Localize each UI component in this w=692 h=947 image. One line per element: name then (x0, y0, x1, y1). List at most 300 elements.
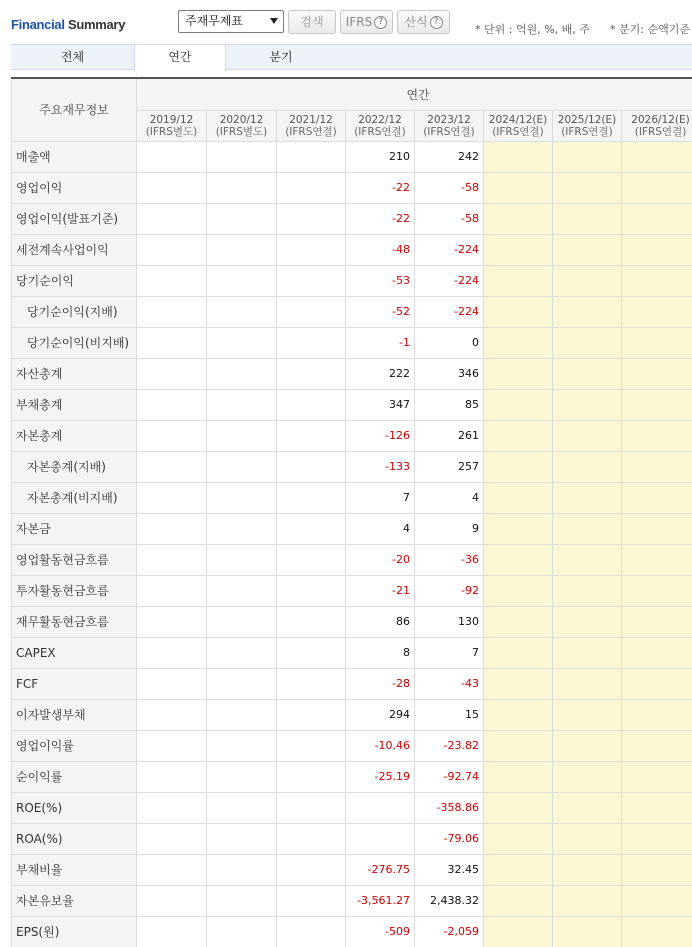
table-row (12, 916, 692, 947)
value-cell (553, 203, 622, 234)
row-label: 자본총계(비지배) (12, 482, 137, 513)
value-cell (277, 606, 346, 637)
value-cell (137, 575, 207, 606)
value-cell: 7 (415, 637, 484, 668)
table-row (12, 389, 692, 420)
value-cell: -224 (415, 265, 484, 296)
value-cell (207, 885, 277, 916)
period-header (137, 110, 207, 141)
value-cell (207, 296, 277, 327)
table-row (12, 265, 692, 296)
value-cell: -22 (346, 172, 415, 203)
row-label: 자본총계(지배) (12, 451, 137, 482)
value-cell (553, 389, 622, 420)
value-cell (553, 575, 622, 606)
row-label: 부채비율 (12, 854, 137, 885)
value-cell (207, 482, 277, 513)
value-cell (622, 761, 692, 792)
row-label: 순이익률 (12, 761, 137, 792)
value-cell (622, 172, 692, 203)
period-header (415, 110, 484, 141)
value-cell: 86 (346, 606, 415, 637)
row-label: 당기순이익(비지배) (12, 327, 137, 358)
table-row (12, 544, 692, 575)
value-cell (553, 544, 622, 575)
table-row (12, 141, 692, 172)
value-cell (346, 792, 415, 823)
tab-all[interactable]: 전체 (60, 50, 85, 64)
value-cell (137, 544, 207, 575)
value-cell: -224 (415, 234, 484, 265)
value-cell (207, 792, 277, 823)
value-cell (484, 761, 553, 792)
row-label: 영업활동현금흐름 (12, 544, 137, 575)
value-cell (137, 606, 207, 637)
value-cell: -36 (415, 544, 484, 575)
value-cell: -48 (346, 234, 415, 265)
group-header-annual: 연간 (137, 78, 692, 110)
value-cell (207, 761, 277, 792)
table-row (12, 234, 692, 265)
value-cell: -3,561.27 (346, 885, 415, 916)
value-cell: 32.45 (415, 854, 484, 885)
value-cell (484, 823, 553, 854)
row-label: FCF (12, 668, 137, 699)
value-cell (622, 823, 692, 854)
value-cell (207, 172, 277, 203)
ifrs-help-button[interactable] (340, 10, 393, 34)
value-cell (137, 823, 207, 854)
quarter-basis-note: * 분기: 순액기준 (610, 23, 690, 36)
value-cell (137, 482, 207, 513)
value-cell: -2,059 (415, 916, 484, 947)
value-cell (622, 792, 692, 823)
page-title-part1: Financial (11, 17, 65, 32)
period-year: 2019/12 (149, 113, 194, 126)
period-year: 2021/12 (289, 113, 333, 126)
value-cell: 4 (346, 513, 415, 544)
top-bar (0, 0, 692, 44)
search-button[interactable]: 검색 (288, 10, 336, 34)
statement-type-select[interactable] (178, 10, 284, 33)
value-cell (346, 823, 415, 854)
value-cell: 8 (346, 637, 415, 668)
value-cell (137, 885, 207, 916)
value-cell: 130 (415, 606, 484, 637)
value-cell (277, 265, 346, 296)
value-cell: 0 (415, 327, 484, 358)
value-cell (207, 420, 277, 451)
value-cell: -22 (346, 203, 415, 234)
value-cell: 222 (346, 358, 415, 389)
value-cell (484, 296, 553, 327)
value-cell (137, 854, 207, 885)
period-year: 2025/12(E) (557, 113, 617, 126)
value-cell: 4 (415, 482, 484, 513)
table-row (12, 203, 692, 234)
value-cell (553, 482, 622, 513)
value-cell (622, 420, 692, 451)
value-cell (137, 141, 207, 172)
value-cell (622, 389, 692, 420)
value-cell (207, 203, 277, 234)
table-row (12, 420, 692, 451)
table-row (12, 606, 692, 637)
value-cell (622, 265, 692, 296)
value-cell: -43 (415, 668, 484, 699)
value-cell (622, 513, 692, 544)
value-cell (277, 916, 346, 947)
row-header-label: 주요재무정보 (12, 78, 137, 141)
value-cell (553, 792, 622, 823)
value-cell (277, 234, 346, 265)
value-cell (553, 885, 622, 916)
value-cell: 242 (415, 141, 484, 172)
value-cell (553, 916, 622, 947)
table-row (12, 699, 692, 730)
row-label: 자본금 (12, 513, 137, 544)
row-label: 투자활동현금흐름 (12, 575, 137, 606)
period-basis: (IFRS연결) (354, 125, 406, 138)
row-label: CAPEX (12, 637, 137, 668)
value-cell (622, 296, 692, 327)
value-cell (277, 699, 346, 730)
period-year: 2022/12 (358, 113, 402, 126)
value-cell (484, 544, 553, 575)
value-cell (622, 854, 692, 885)
period-basis: (IFRS별도) (215, 125, 268, 138)
value-cell (553, 327, 622, 358)
value-cell: -25.19 (346, 761, 415, 792)
value-cell (622, 544, 692, 575)
table-row (12, 885, 692, 916)
value-cell (277, 358, 346, 389)
value-cell (484, 668, 553, 699)
value-cell: 210 (346, 141, 415, 172)
help-icon: ? (430, 16, 443, 29)
value-cell (137, 358, 207, 389)
period-header (484, 110, 553, 141)
value-cell (207, 358, 277, 389)
value-cell (277, 854, 346, 885)
value-cell: 261 (415, 420, 484, 451)
value-cell (622, 606, 692, 637)
chevron-down-icon (270, 18, 278, 24)
value-cell (553, 606, 622, 637)
value-cell (484, 172, 553, 203)
value-cell (207, 854, 277, 885)
table-row (12, 172, 692, 203)
value-cell (137, 761, 207, 792)
period-basis: (IFRS연결) (285, 125, 337, 138)
row-label: 당기순이익 (12, 265, 137, 296)
period-year: 2020/12 (219, 113, 264, 126)
value-cell (207, 141, 277, 172)
period-basis: (IFRS연결) (634, 125, 687, 138)
table-row (12, 668, 692, 699)
value-cell (277, 730, 346, 761)
value-cell (277, 513, 346, 544)
value-cell (207, 823, 277, 854)
value-cell: -28 (346, 668, 415, 699)
value-cell (553, 141, 622, 172)
value-cell (484, 699, 553, 730)
period-tabs (11, 44, 692, 70)
value-cell (277, 420, 346, 451)
value-cell (622, 482, 692, 513)
value-cell (277, 575, 346, 606)
value-cell: 85 (415, 389, 484, 420)
value-cell (484, 358, 553, 389)
value-cell (277, 823, 346, 854)
value-cell (484, 234, 553, 265)
help-icon: ? (374, 16, 387, 29)
value-cell: -79.06 (415, 823, 484, 854)
value-cell (137, 296, 207, 327)
value-cell (137, 513, 207, 544)
table-row (12, 513, 692, 544)
row-label: 영업이익률 (12, 730, 137, 761)
period-year: 2023/12 (427, 113, 471, 126)
value-cell (622, 451, 692, 482)
table-row (12, 296, 692, 327)
value-cell (207, 606, 277, 637)
page-title-part2: Summary (67, 17, 126, 32)
value-cell (553, 730, 622, 761)
value-cell (484, 141, 553, 172)
value-cell (484, 513, 553, 544)
value-cell (622, 358, 692, 389)
value-cell: 346 (415, 358, 484, 389)
value-cell (277, 668, 346, 699)
value-cell: -358.86 (415, 792, 484, 823)
value-cell (207, 699, 277, 730)
row-label: 이자발생부채 (12, 699, 137, 730)
value-cell (553, 420, 622, 451)
value-cell (484, 792, 553, 823)
value-cell (137, 916, 207, 947)
value-cell (484, 730, 553, 761)
value-cell (484, 606, 553, 637)
table-row (12, 451, 692, 482)
value-cell (277, 172, 346, 203)
value-cell (484, 265, 553, 296)
value-cell (277, 482, 346, 513)
period-year: 2024/12(E) (488, 113, 548, 126)
value-cell (137, 668, 207, 699)
value-cell: -1 (346, 327, 415, 358)
row-label: ROA(%) (12, 823, 137, 854)
value-cell (484, 575, 553, 606)
value-cell (137, 420, 207, 451)
tab-quarter[interactable]: 분기 (269, 50, 293, 64)
value-cell: -224 (415, 296, 484, 327)
value-cell (553, 265, 622, 296)
row-label: EPS(원) (12, 916, 137, 947)
value-cell (484, 389, 553, 420)
table-row (12, 358, 692, 389)
period-header (277, 110, 346, 141)
table-row (12, 575, 692, 606)
value-cell (137, 172, 207, 203)
value-cell (484, 482, 553, 513)
value-cell (277, 637, 346, 668)
tab-annual[interactable]: 연간 (134, 45, 226, 71)
row-label: 세전계속사업이익 (12, 234, 137, 265)
value-cell (277, 885, 346, 916)
value-cell (553, 451, 622, 482)
row-label: 매출액 (12, 141, 137, 172)
value-cell (553, 296, 622, 327)
period-header (553, 110, 622, 141)
value-cell (622, 234, 692, 265)
value-cell (207, 916, 277, 947)
value-cell (553, 358, 622, 389)
table-row (12, 823, 692, 854)
value-cell (553, 854, 622, 885)
value-cell (207, 265, 277, 296)
value-cell (622, 637, 692, 668)
value-cell: -58 (415, 172, 484, 203)
value-cell (553, 172, 622, 203)
table-row (12, 482, 692, 513)
value-cell (207, 451, 277, 482)
value-cell (622, 327, 692, 358)
value-cell: -126 (346, 420, 415, 451)
value-cell (553, 699, 622, 730)
value-cell: -10.46 (346, 730, 415, 761)
value-cell (137, 389, 207, 420)
value-cell (277, 544, 346, 575)
row-label: 자본총계 (12, 420, 137, 451)
period-header (207, 110, 277, 141)
value-cell (137, 699, 207, 730)
value-cell (277, 203, 346, 234)
value-cell (137, 451, 207, 482)
period-basis: (IFRS별도) (145, 125, 198, 138)
value-cell (137, 637, 207, 668)
row-label: 영업이익(발표기준) (12, 203, 137, 234)
value-cell (277, 296, 346, 327)
value-cell (207, 637, 277, 668)
value-cell: 347 (346, 389, 415, 420)
value-cell (277, 389, 346, 420)
value-cell (137, 234, 207, 265)
value-cell (484, 916, 553, 947)
value-cell: -58 (415, 203, 484, 234)
value-cell: 9 (415, 513, 484, 544)
value-cell: -52 (346, 296, 415, 327)
value-cell (277, 761, 346, 792)
row-label: 재무활동현금흐름 (12, 606, 137, 637)
value-cell (207, 668, 277, 699)
value-cell: -20 (346, 544, 415, 575)
value-cell: -21 (346, 575, 415, 606)
period-header (622, 110, 692, 141)
row-label: 부채총계 (12, 389, 137, 420)
value-cell (484, 203, 553, 234)
ifrs-button-label: IFRS (345, 15, 373, 29)
value-cell (207, 513, 277, 544)
value-cell (207, 544, 277, 575)
value-cell (553, 513, 622, 544)
value-cell (137, 327, 207, 358)
row-label: 자산총계 (12, 358, 137, 389)
value-cell (484, 885, 553, 916)
financial-summary-table (11, 77, 692, 947)
unit-note: * 단위 : 억원, %, 배, 주 (475, 23, 590, 36)
value-cell (484, 327, 553, 358)
value-cell (622, 885, 692, 916)
page-title (11, 17, 125, 32)
formula-help-button[interactable] (397, 10, 450, 34)
value-cell (137, 792, 207, 823)
period-header (346, 110, 415, 141)
value-cell: 294 (346, 699, 415, 730)
row-label: 자본유보율 (12, 885, 137, 916)
value-cell (207, 730, 277, 761)
value-cell (207, 234, 277, 265)
table-row (12, 761, 692, 792)
value-cell: -276.75 (346, 854, 415, 885)
value-cell: -53 (346, 265, 415, 296)
value-cell: 257 (415, 451, 484, 482)
value-cell: 2,438.32 (415, 885, 484, 916)
table-row (12, 854, 692, 885)
value-cell (553, 761, 622, 792)
value-cell (277, 327, 346, 358)
value-cell (622, 141, 692, 172)
value-cell (277, 792, 346, 823)
table-row (12, 327, 692, 358)
period-basis: (IFRS연결) (561, 125, 613, 138)
period-basis: (IFRS연결) (492, 125, 544, 138)
row-label: 당기순이익(지배) (12, 296, 137, 327)
table-row (12, 792, 692, 823)
value-cell (622, 730, 692, 761)
value-cell (207, 389, 277, 420)
value-cell (137, 265, 207, 296)
value-cell (277, 451, 346, 482)
value-cell (622, 203, 692, 234)
value-cell: -23.82 (415, 730, 484, 761)
period-year: 2026/12(E) (631, 113, 690, 126)
formula-button-label: 산식 (404, 15, 428, 29)
value-cell: -92.74 (415, 761, 484, 792)
value-cell (622, 916, 692, 947)
value-cell (484, 637, 553, 668)
value-cell (484, 854, 553, 885)
value-cell (553, 637, 622, 668)
value-cell (553, 234, 622, 265)
period-basis: (IFRS연결) (423, 125, 475, 138)
value-cell: -509 (346, 916, 415, 947)
value-cell: -92 (415, 575, 484, 606)
value-cell (137, 203, 207, 234)
value-cell (207, 327, 277, 358)
table-body (12, 141, 692, 947)
statement-type-value: 주재무제표 (185, 14, 243, 28)
value-cell (622, 575, 692, 606)
value-cell (137, 730, 207, 761)
value-cell: 15 (415, 699, 484, 730)
value-cell (553, 668, 622, 699)
row-label: 영업이익 (12, 172, 137, 203)
row-label: ROE(%) (12, 792, 137, 823)
value-cell (622, 668, 692, 699)
value-cell (622, 699, 692, 730)
value-cell (277, 141, 346, 172)
